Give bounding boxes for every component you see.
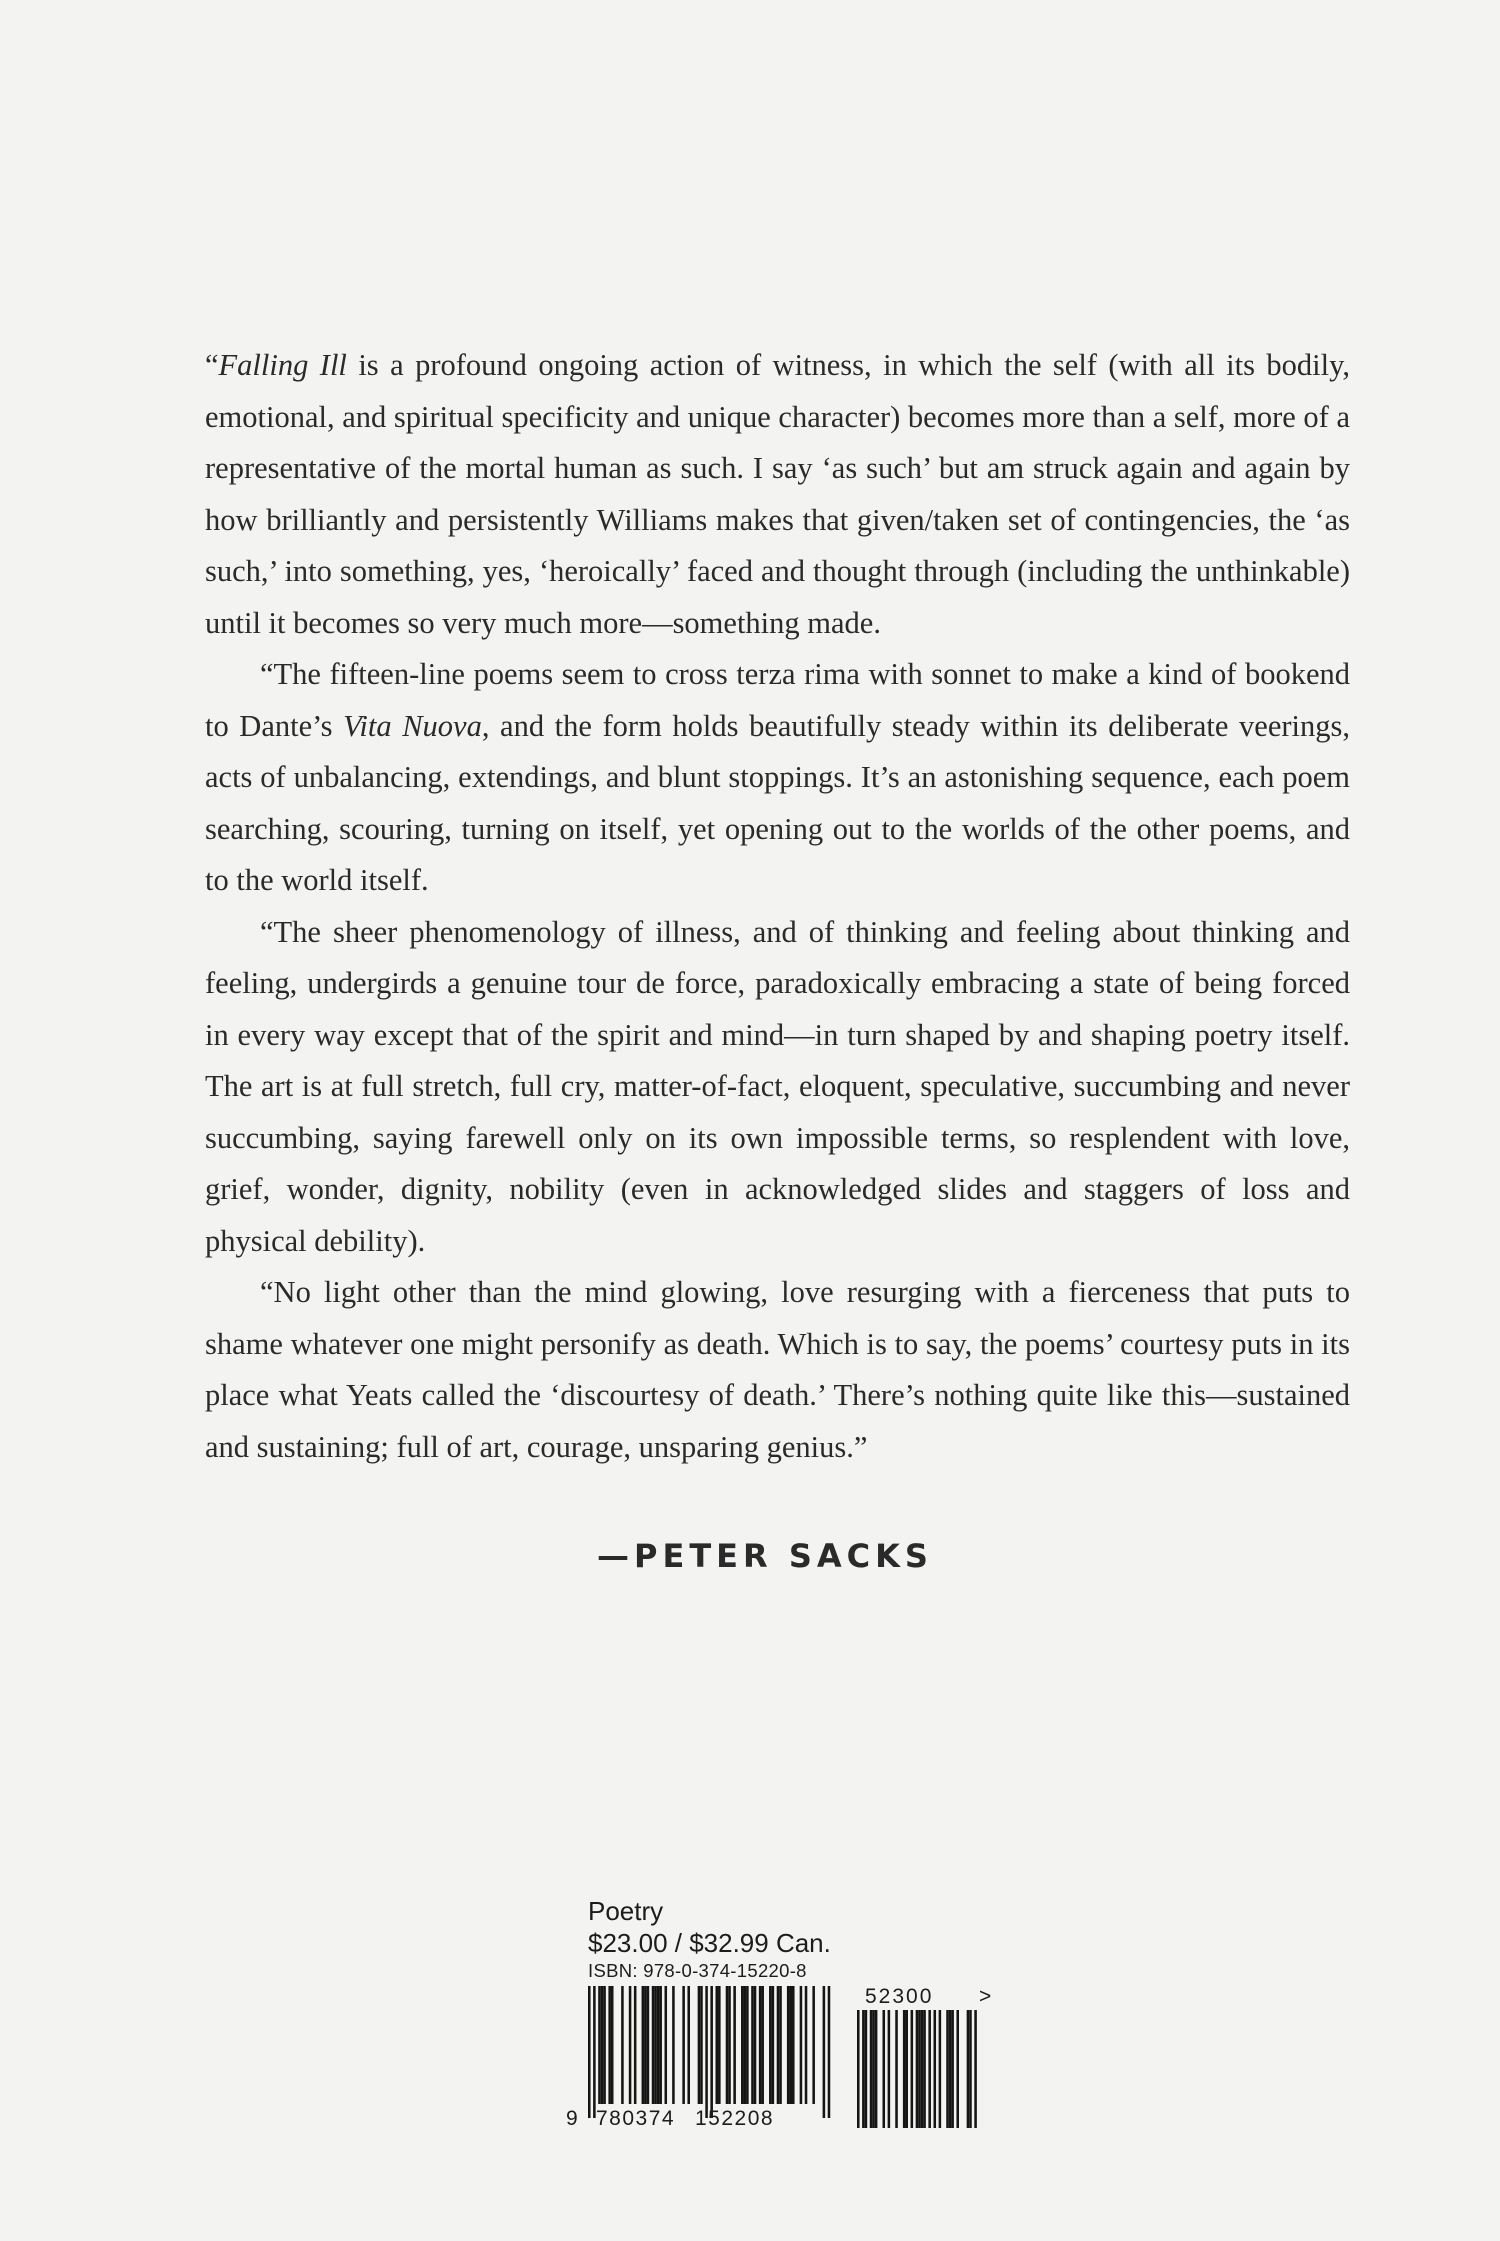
addon-bar: [956, 2010, 959, 2128]
isbn-barcode: [560, 1982, 1000, 2132]
barcode-bar: [687, 1986, 690, 2104]
italic-title: Vita Nuova: [343, 708, 482, 743]
barcode-bar: [828, 1986, 831, 2118]
barcode-bar: [718, 1986, 721, 2104]
barcode-bar: [787, 1986, 790, 2104]
addon-bar: [923, 2010, 926, 2128]
barcode-bar: [716, 1986, 719, 2104]
barcode-bar: [700, 1986, 703, 2104]
addon-bar: [895, 2010, 898, 2128]
addon-bar: [875, 2010, 878, 2128]
addon-bar: [949, 2010, 952, 2128]
barcode-bar: [654, 1986, 657, 2104]
barcode-bar: [772, 1986, 775, 2104]
barcode-bar: [652, 1986, 655, 2104]
barcode-bar: [792, 1986, 795, 2104]
price-label: $23.00 / $32.99 Can.: [588, 1928, 831, 1958]
barcode-prefix-digit: 9: [566, 2107, 578, 2130]
blurb-paragraph: “No light other than the mind glowing, love resurging with a fierceness that puts to shame whatever one might personify as death. Which is to say, the poems’ courtesy puts in its place what Yeats called the ‘discourtesy of death.’ There’s nothing quite like this—sustained and sustaining; full of art, courage, unsparing genius.”: [205, 1275, 1350, 1464]
barcode-bar: [601, 1986, 604, 2104]
barcode-addon-marker: >: [979, 1985, 992, 2008]
barcode-bar: [608, 1986, 611, 2104]
barcode-bar: [659, 1986, 662, 2104]
addon-bar: [951, 2010, 954, 2128]
barcode-bar: [644, 1986, 647, 2104]
addon-bar: [939, 2010, 942, 2128]
italic-title: Falling Ill: [218, 348, 347, 382]
barcode-bar: [744, 1986, 747, 2104]
addon-bar: [905, 2010, 908, 2128]
barcode-bar: [777, 1986, 780, 2104]
addon-bar: [857, 2010, 860, 2128]
addon-bar: [967, 2010, 970, 2128]
barcode-bar: [657, 1986, 660, 2104]
barcode-bar: [634, 1986, 637, 2104]
addon-bar: [903, 2010, 906, 2128]
barcode-bar: [746, 1986, 749, 2104]
addon-bar: [911, 2010, 914, 2128]
barcode-bar: [598, 1986, 601, 2104]
blurb-attribution: —PETER SACKS: [597, 1537, 933, 1575]
barcode-bar: [705, 1986, 708, 2118]
addon-bar: [916, 2010, 919, 2128]
barcode-bar: [588, 1986, 591, 2118]
barcode-bar: [647, 1986, 650, 2104]
barcode-bar: [621, 1986, 624, 2104]
addon-bar: [918, 2010, 921, 2128]
barcode-bar: [611, 1986, 614, 2104]
blurb-paragraph: “The sheer phenomenology of illness, and of thinking and feeling about thinking and feeling, undergirds a genuine tour de force, paradoxically embracing a state of being forced in every way except that of the spirit and mind—in turn shaped by and shaping poetry itself. The art is at full stretch, full cry, matter-of-fact, eloquent, speculative, succumbing and never succumbing, saying farewell only on its own impossible terms, so resplendent with love, grief, wonder, dignity, nobility (even in acknowledged slides and staggers of loss and physical debility).: [205, 914, 1350, 1258]
barcode-bar: [728, 1986, 731, 2104]
barcode-bar: [733, 1986, 736, 2104]
blurb-paragraph: “The fifteen-line poems seem to cross terza rima with sonnet to make a kind of bookend to Dante’s Vita Nuova, and the form holds beautifully steady within its deliberate veerings, acts of unbalancing, extendings, and blunt stoppings. It’s an astonishing sequence, each poem searching, scouring, turning on itself, yet opening out to the worlds of the other poems, and to the world itself.: [205, 657, 1350, 897]
barcode-bar: [665, 1986, 668, 2104]
addon-bar: [872, 2010, 875, 2128]
barcode-right-digits: 152208: [695, 2107, 775, 2130]
barcode-bar: [823, 1986, 826, 2118]
blurb-paragraph: “Falling Ill is a profound ongoing action of witness, in which the self (with all its bodily, emotional, and spiritual specificity and unique character) becomes more than a self, more of a representative of the mortal human as such. I say ‘as such’ but am struck again and again by how brilliantly and persistently Williams makes that given/taken set of contingencies, the ‘as such,’ into something, yes, ‘heroically’ faced and thought through (including the unthinkable) until it becomes so very much more—something made.: [205, 348, 1351, 640]
barcode-bar: [593, 1986, 596, 2118]
isbn-label: ISBN: 978-0-374-15220-8: [588, 1960, 807, 1981]
addon-bar: [921, 2010, 924, 2128]
addon-bar: [969, 2010, 972, 2128]
barcode-bar: [629, 1986, 632, 2104]
addon-bar: [934, 2010, 937, 2128]
price-block: [588, 1895, 988, 1983]
barcode-bar: [754, 1986, 757, 2104]
addon-bar: [974, 2010, 977, 2128]
addon-bar: [928, 2010, 931, 2128]
barcode-bar: [698, 1986, 701, 2104]
barcode-bar: [761, 1986, 764, 2104]
genre-label: Poetry: [588, 1896, 664, 1926]
addon-bar: [865, 2010, 868, 2128]
ean13-bars: [588, 1986, 830, 2118]
barcode-bar: [805, 1986, 808, 2104]
addon-bars: [857, 2010, 977, 2128]
barcode-left-digits: 780374: [596, 2107, 676, 2130]
barcode-bar: [710, 1986, 713, 2118]
barcode-bar: [751, 1986, 754, 2104]
barcode-bar: [642, 1986, 645, 2104]
barcode-bar: [603, 1986, 606, 2104]
addon-bar: [870, 2010, 873, 2128]
barcode-bar: [672, 1986, 675, 2104]
barcode-bar: [741, 1986, 744, 2104]
barcode-addon-digits: 52300: [865, 1985, 934, 2008]
barcode-bar: [779, 1986, 782, 2104]
barcode-bar: [789, 1986, 792, 2104]
review-blurb: [205, 340, 1350, 1473]
addon-bar: [888, 2010, 891, 2128]
addon-bar: [946, 2010, 949, 2128]
barcode-bar: [759, 1986, 762, 2104]
barcode-bar: [800, 1986, 803, 2104]
barcode-bar: [682, 1986, 685, 2104]
barcode-bar: [726, 1986, 729, 2104]
addon-bar: [862, 2010, 865, 2128]
barcode-bar: [812, 1986, 815, 2104]
addon-bar: [883, 2010, 886, 2128]
barcode-bar: [769, 1986, 772, 2104]
